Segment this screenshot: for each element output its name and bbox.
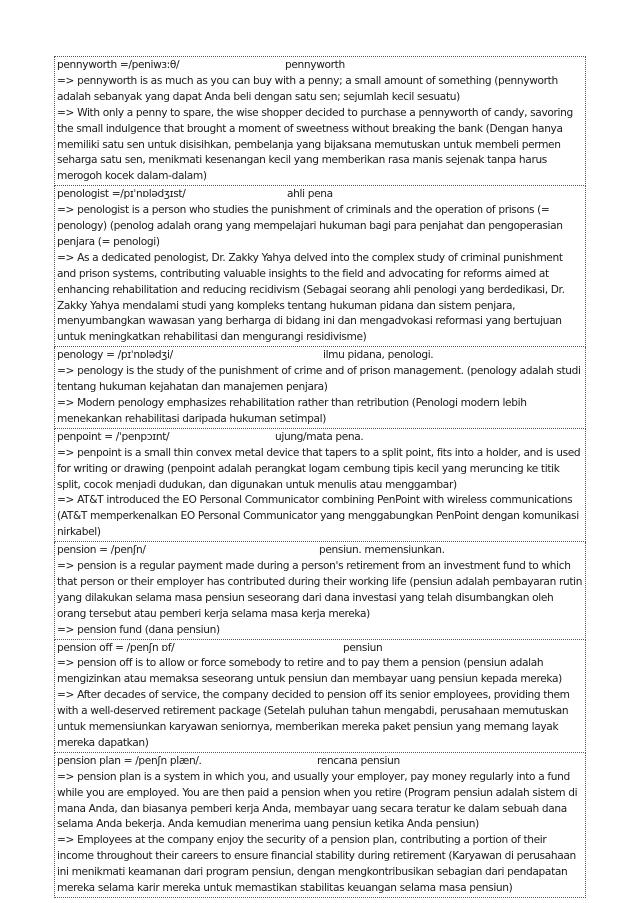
entry-term: penpoint = /ˈpenpɔɪnt/ — [57, 430, 170, 443]
dictionary-entry — [54, 753, 586, 898]
entry-term: pension = /penʃn/ — [57, 544, 146, 557]
entry-term: pension off = /penʃn ɒf/ — [57, 641, 175, 654]
dictionary-page — [54, 56, 586, 898]
entry-example: => After decades of service, the company decided to pension off its senior employees, providing them with a well-deserved retirement package (Setelah puluhan tahun mengabdi, perusahaan memutuskan untuk memensiunkan karyawan seniornya, memberikan mereka paket pensiun yang memang layak mereka dapatkan) — [57, 689, 570, 749]
entry-translation: pensiun. memensiunkan. — [319, 544, 445, 557]
dictionary-entry — [54, 186, 586, 347]
dictionary-entry — [54, 347, 586, 429]
entry-definition: => pennyworth is as much as you can buy with a penny; a small amount of something (pennyworth adalah sebanyak yang dapat Anda beli dengan satu sen; sejumlah kecil sesuatu) — [57, 74, 558, 103]
entry-term: pension plan = /penʃn plæn/. — [57, 754, 202, 767]
entry-term: penologist =/pɪˈnɒlədʒɪst/ — [57, 188, 186, 201]
dictionary-entry — [54, 56, 586, 186]
entry-translation: ahli pena — [287, 188, 333, 201]
entry-heading — [57, 58, 583, 74]
dictionary-entry — [54, 542, 586, 639]
entry-definition: => pension off is to allow or force somebody to retire and to pay them a pension (pensiun adalah mengizinkan atau memaksa seseorang untuk pensiun dan membayar uang pensiun kepada mereka) — [57, 657, 562, 686]
entry-term: pennyworth =/peniwɜ:θ/ — [57, 59, 180, 71]
entry-translation: ujung/mata pena. — [275, 430, 364, 443]
dictionary-entry — [54, 429, 586, 542]
entry-example: => Modern penology emphasizes rehabilitation rather than retribution (Penologi modern lebih menekankan rehabilitasi daripada hukuman setimpal) — [57, 396, 527, 425]
entry-heading — [57, 754, 583, 770]
entry-definition: => penologist is a person who studies the punishment of criminals and the operation of prisons (= penology) (penolog adalah orang yang mempelajari hukuman bagi para penjahat dan pengoperasian penjara (= penologi) — [57, 204, 563, 248]
entry-example: => With only a penny to spare, the wise shopper decided to purchase a pennyworth of candy, savoring the small indulgence that brought a moment of sweetness without breaking the bank (Dengan hanya memiliki satu sen untuk disisihkan, pembelanja yang bijaksana memutuskan untuk membeli permen seharga satu sen, menikmati kesenangan kecil yang memberikan rasa manis sejenak tanpa harus merogoh kocek dalam-dalam) — [57, 106, 573, 183]
entry-example: => AT&T introduced the EO Personal Communicator combining PenPoint with wireless communications (AT&T memperkenalkan EO Personal Communicator yang menggabungkan PenPoint dengan komunikasi nirkabel) — [57, 494, 579, 539]
entry-definition: => pension plan is a system in which you, and usually your employer, pay money regularly into a fund while you are employed. You are then paid a pension when you retire (Program pensiun adalah sistem di mana Anda, dan biasanya pemberi kerja Anda, membayar uang secara teratur ke dalam sebuah dana selama Anda bekerja. Anda kemudian menerima uang pensiun ketika Anda pensiun) — [57, 770, 578, 831]
entry-translation: pennyworth — [285, 59, 345, 71]
entry-definition: => pension is a regular payment made during a person's retirement from an investment fund to which that person or their employer has contributed during their working life (pensiun adalah pembayaran rutin yang dilakukan selama masa pensiun seseorang dari dana investasi yang telah disumbangkan oleh orang tersebut atau pemberi kerja selama masa kerja mereka) — [57, 560, 583, 620]
entry-heading — [57, 543, 583, 559]
entry-definition: => penpoint is a small thin convex metal device that tapers to a split point, fits into a holder, and is used for writing or drawing (penpoint adalah perangkat logam cembung tipis kecil yang meruncing ke titik split, cocok menjadi dudukan, dan digunakan untuk menulis atau menggambar) — [57, 446, 581, 491]
entry-example: => pension fund (dana pensiun) — [57, 623, 220, 636]
entry-term: penology = /pɪˈnɒlədʒi/ — [57, 349, 173, 362]
entry-translation: ilmu pidana, penologi. — [323, 349, 434, 362]
entry-translation: rencana pensiun — [317, 754, 400, 767]
entry-heading — [57, 348, 583, 364]
entry-example: => Employees at the company enjoy the security of a pension plan, contributing a portion of their income throughout their careers to ensure financial stability during retirement (Karyawan di perusahaan ini menikmati keamanan dari program pensiun, dengan mengkontribusikan sebagian dari pendapatan mereka selama karir mereka untuk memastikan stabilitas keuangan selama masa pensiun) — [57, 834, 576, 895]
entry-heading — [57, 430, 583, 446]
entry-definition: => penology is the study of the punishment of crime and of prison management. (penology adalah studi tentang hukuman kejahatan dan manajemen penjara) — [57, 365, 581, 394]
dictionary-entry — [54, 640, 586, 753]
entry-translation: pensiun — [343, 641, 383, 654]
entry-heading — [57, 187, 583, 203]
entry-heading — [57, 641, 583, 657]
entry-example: => As a dedicated penologist, Dr. Zakky Yahya delved into the complex study of criminal punishment and prison systems, contributing valuable insights to the field and advocating for reforms aimed at enhancing rehabilitation and reducing recidivism (Sebagai seorang ahli penologi yang berdedikasi, Dr. Zakky Yahya mendalami studi yang kompleks tentang hukuman pidana dan sistem penjara, menyumbangkan wawasan yang berharga di bidang ini dan mengadvokasi reformasi yang bertujuan untuk meningkatkan rehabilitasi dan mengurangi residivisme) — [57, 251, 565, 344]
